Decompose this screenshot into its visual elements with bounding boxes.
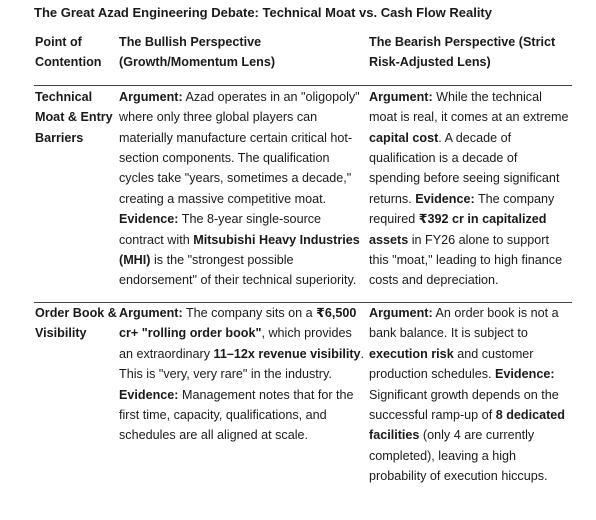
highlight-text: 11–12x revenue visibility bbox=[213, 346, 361, 361]
highlight-text: execution risk bbox=[369, 346, 454, 361]
evidence-label: Evidence: bbox=[119, 212, 179, 227]
cell-text: Significant growth depends on the successful ramp-up of bbox=[369, 387, 559, 422]
highlight-text: ₹392 cr in capitalized assets bbox=[369, 212, 547, 247]
bearish-cell-technical-moat bbox=[368, 85, 572, 302]
cell-text: The company required bbox=[369, 191, 555, 227]
highlight-text: Mitsubishi Heavy Industries (MHI) bbox=[119, 232, 360, 268]
bullish-cell-technical-moat bbox=[118, 85, 368, 302]
highlight-text: 8 dedicated facilities bbox=[369, 407, 565, 443]
evidence-label: Evidence: bbox=[415, 191, 475, 206]
cell-text: Management notes that for the first time, capacity, qualifications, and schedules are all aligned at scale. bbox=[119, 387, 354, 443]
cell-text: While the technical moat is real, it comes at an extreme bbox=[369, 89, 569, 125]
cell-text: , which provides an extraordinary bbox=[119, 326, 352, 361]
debate-table bbox=[34, 32, 572, 487]
table-row bbox=[34, 302, 572, 486]
cell-text: in FY26 alone to support this "moat," leading to high finance costs and depreciation. bbox=[369, 232, 563, 288]
bullish-cell-order-book bbox=[118, 302, 368, 486]
table-header-row bbox=[34, 32, 572, 85]
cell-text: Azad operates in an "oligopoly" where only three global players can materially manufacture certain critical hot-section components. The qualification cycles take "years, sometimes a decade," creating a massive competitive moat. bbox=[119, 89, 360, 206]
evidence-label: Evidence: bbox=[119, 387, 179, 402]
argument-label: Argument: bbox=[369, 305, 433, 320]
header-bearish-perspective: The Bearish Perspective (Strict Risk-Adjusted Lens) bbox=[368, 32, 572, 85]
header-bullish-perspective: The Bullish Perspective (Growth/Momentum Lens) bbox=[118, 32, 368, 85]
cell-text: An order book is not a bank balance. It is subject to bbox=[369, 305, 559, 341]
argument-label: Argument: bbox=[369, 89, 433, 104]
cell-text: is the "strongest possible endorsement" of their technical superiority. bbox=[119, 253, 357, 288]
argument-label: Argument: bbox=[119, 89, 183, 104]
cell-text: . A decade of qualification is a decade of spending before seeing significant returns. bbox=[369, 130, 560, 206]
cell-text: . This is "very, very rare" in the industry. bbox=[119, 346, 365, 382]
highlight-text: ₹6,500 cr+ "rolling order book" bbox=[119, 305, 357, 341]
table-row bbox=[34, 85, 572, 302]
row-label-technical-moat: Technical Moat & Entry Barriers bbox=[34, 85, 118, 302]
cell-text: (only 4 are currently completed), leaving a high probability of execution hiccups. bbox=[369, 428, 548, 484]
cell-text: The 8-year single-source contract with bbox=[119, 212, 322, 247]
document-title: The Great Azad Engineering Debate: Technical Moat vs. Cash Flow Reality bbox=[34, 5, 492, 20]
bearish-cell-order-book bbox=[368, 302, 572, 486]
evidence-label: Evidence: bbox=[495, 367, 555, 382]
header-point-of-contention: Point of Contention bbox=[34, 32, 118, 85]
cell-text: and customer production schedules. bbox=[369, 346, 534, 382]
highlight-text: capital cost bbox=[369, 130, 439, 145]
argument-label: Argument: bbox=[119, 305, 183, 320]
cell-text: The company sits on a bbox=[182, 305, 317, 320]
row-label-order-book: Order Book & Visibility bbox=[35, 305, 117, 341]
